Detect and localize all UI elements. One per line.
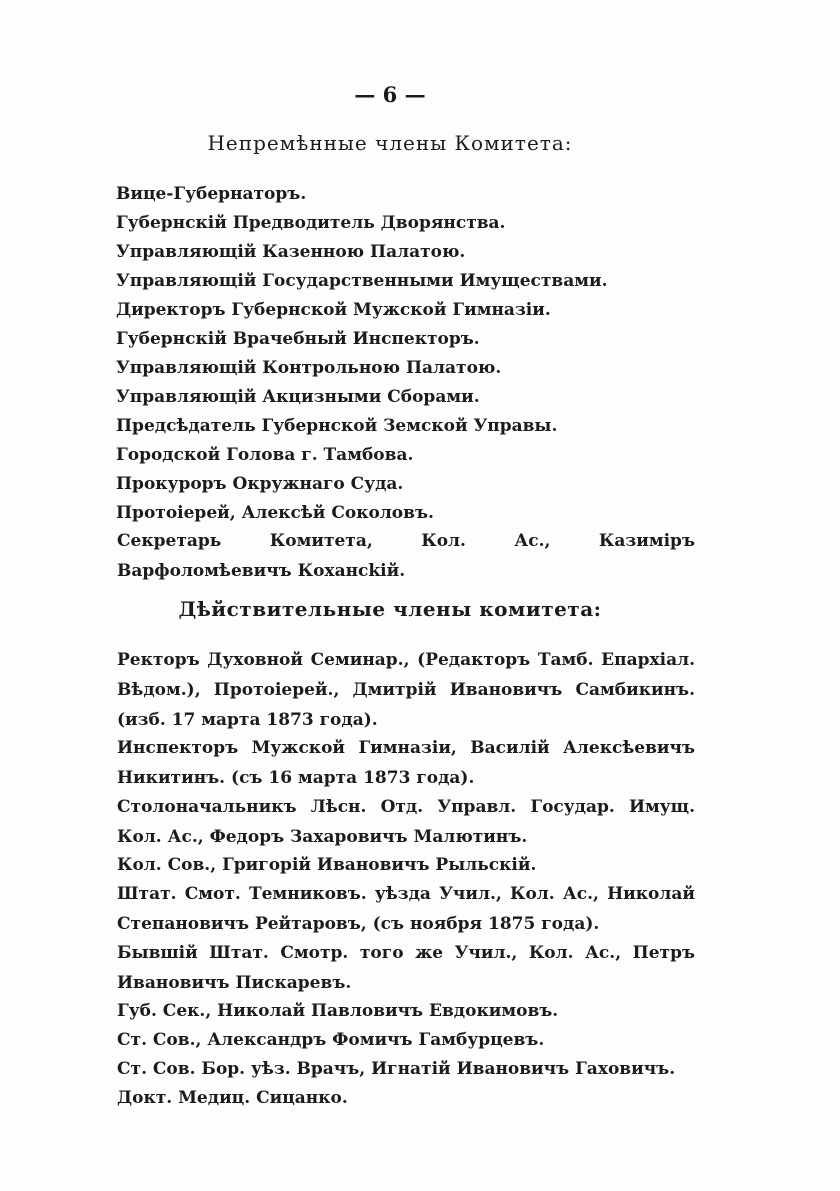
list-item: Протоіерей, Алексѣй Соколовъ. — [116, 503, 434, 523]
list-item: Секретарь Комитета, Кол. Ас., Казиміръ Варфоломѣевичъ Кохансkій. — [117, 531, 695, 581]
list-item: Ректоръ Духовной Семинар., (Редакторъ Тамб. Епархіал. Вѣдом.), Протоіерей., Дмитрій Ивановичъ Самбикинъ. (изб. 17 марта 1873 года). — [117, 650, 695, 730]
list-item: Предсѣдатель Губернской Земской Управы. — [116, 416, 558, 436]
list-item: Губернскій Предводитель Дворянства. — [116, 213, 506, 233]
page-number: — 6 — — [354, 82, 426, 107]
list-item: Бывшій Штат. Смотр. того же Учил., Кол. Ас., Петръ Ивановичъ Пискаревъ. — [117, 943, 695, 993]
list-item: Управляющій Казенною Палатою. — [116, 242, 466, 262]
section-title-permanent-members: Непремѣнные члены Комитета: — [207, 131, 573, 155]
list-item: Управляющій Акцизными Сборами. — [116, 387, 480, 407]
list-item: Штат. Смот. Темниковъ. уѣзда Учил., Кол. Ас., Николай Степановичъ Рейтаровъ, (съ ноября 1875 года). — [117, 884, 695, 934]
list-item: Губернскій Врачебный Инспекторъ. — [116, 329, 480, 349]
list-item: Городской Голова г. Тамбова. — [116, 445, 414, 465]
list-item: Управляющій Контрольною Палатою. — [116, 358, 502, 378]
list-item: Ст. Сов., Александръ Фомичъ Гамбурцевъ. — [117, 1030, 545, 1050]
list-item: Директоръ Губернской Мужской Гимназіи. — [116, 300, 551, 320]
list-item: Докт. Медиц. Сицанко. — [117, 1088, 348, 1108]
list-item: Столоначальникъ Лѣсн. Отд. Управл. Государ. Имущ. Кол. Ас., Федоръ Захаровичъ Малютинъ. — [117, 797, 695, 847]
list-item: Кол. Сов., Григорій Ивановичъ Рыльскій. — [117, 855, 537, 875]
list-item: Инспекторъ Мужской Гимназіи, Василій Алексѣевичъ Никитинъ. (съ 16 марта 1873 года). — [117, 738, 695, 788]
list-item: Прокуроръ Окружнаго Суда. — [116, 474, 404, 494]
list-item: Управляющій Государственными Имуществами. — [116, 271, 608, 291]
list-item: Губ. Сек., Николай Павловичъ Евдокимовъ. — [117, 1001, 559, 1021]
list-item: Вице-Губернаторъ. — [116, 184, 307, 204]
section-title-active-members: Дѣйствительные члены комитета: — [178, 597, 602, 621]
list-item: Ст. Сов. Бор. уѣз. Врачъ, Игнатій Ивановичъ Гаховичъ. — [117, 1059, 676, 1079]
